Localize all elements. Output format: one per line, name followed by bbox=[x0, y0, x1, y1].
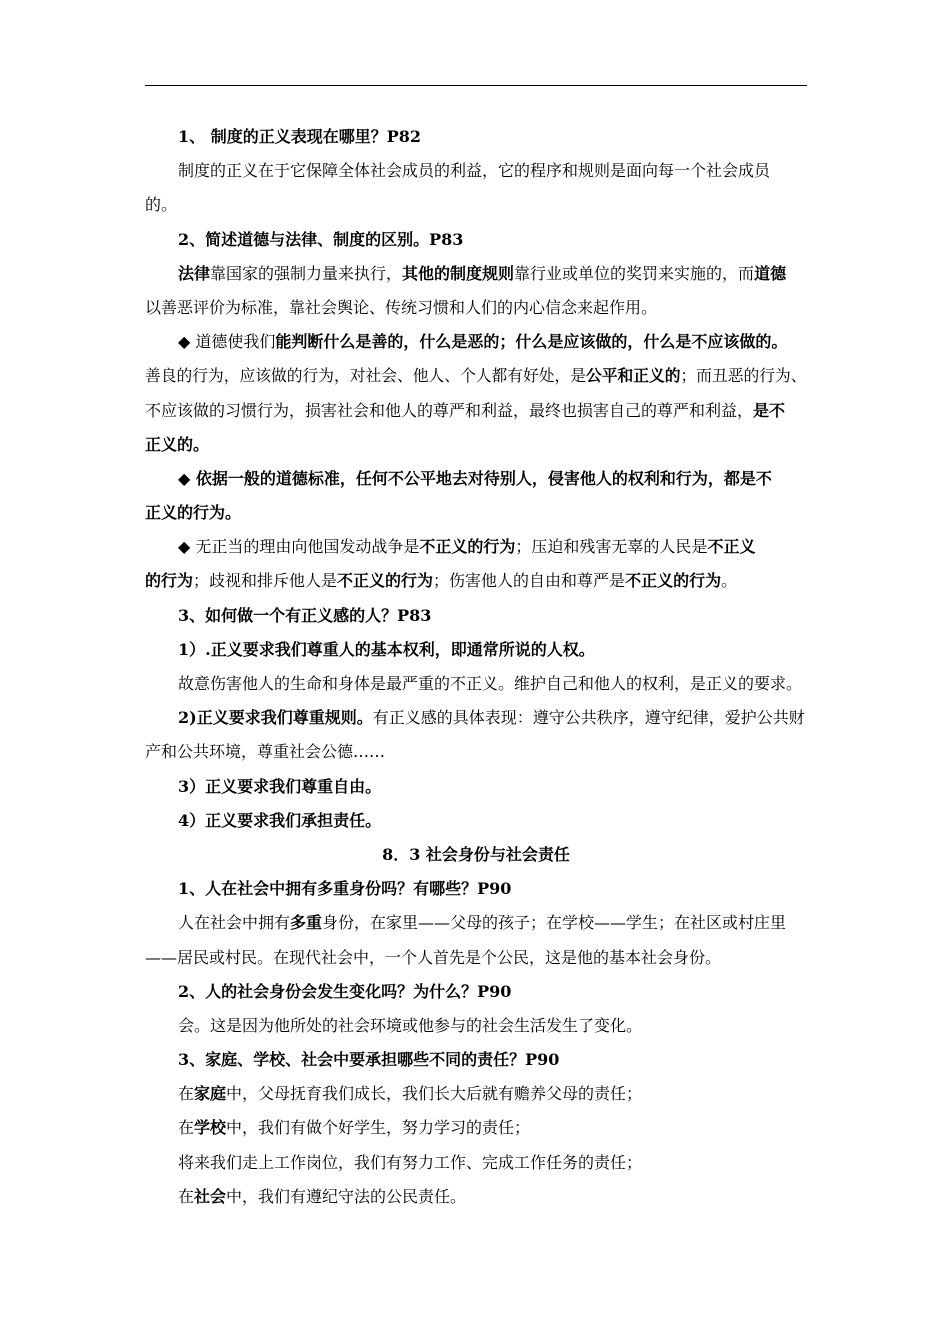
text-run: 在 bbox=[178, 1186, 195, 1206]
text-run: 制度的正义在于它保障全体社会成员的利益，它的程序和规则是面向每一个社会成员 bbox=[178, 161, 771, 181]
text-run: 故意伤害他人的生命和身体是最严重的不正义。维护自己和他人的权利，是正义的要求。 bbox=[178, 674, 803, 693]
bold-text: 社会 bbox=[194, 1186, 227, 1206]
text-line bbox=[145, 872, 807, 906]
text-line bbox=[145, 462, 807, 496]
text-run: ◆ 无正当的理由向他国发动战争是 bbox=[178, 537, 420, 557]
text-line bbox=[145, 564, 807, 598]
text-line bbox=[145, 530, 807, 564]
bold-text: 3、如何做一个有正义感的人？P83 bbox=[178, 605, 432, 625]
text-line bbox=[145, 599, 807, 633]
text-line bbox=[145, 701, 807, 735]
bold-text: ◆ 依据一般的道德标准，任何不公平地去对待别人，侵害他人的权利和行为，都是不 bbox=[178, 468, 772, 488]
bold-text: 多重 bbox=[290, 913, 323, 933]
bold-text: 不正义 bbox=[707, 537, 756, 557]
text-line bbox=[145, 975, 807, 1009]
text-run: 。 bbox=[721, 571, 738, 591]
text-line bbox=[145, 291, 807, 325]
text-run: 有正义感的具体表现：遵守公共秩序，遵守纪律，爱护公共财 bbox=[372, 708, 805, 728]
text-line bbox=[145, 735, 807, 769]
bold-text: 1）.正义要求我们尊重人的基本权利，即通常所说的人权。 bbox=[178, 639, 595, 659]
bold-text: 1、 制度的正义表现在哪里？P82 bbox=[178, 127, 422, 146]
text-run: 中，我们有遵纪守法的公民责任。 bbox=[226, 1186, 467, 1206]
text-run: ；伤害他人的自由和尊严是 bbox=[433, 571, 626, 591]
bold-text: 1、人在社会中拥有多重身份吗？有哪些？P90 bbox=[178, 879, 512, 899]
text-line bbox=[145, 359, 807, 393]
text-run: ；而丑恶的行为、 bbox=[680, 366, 807, 386]
text-run: ；歧视和排斥他人是 bbox=[193, 571, 338, 591]
bold-text: 法律 bbox=[178, 263, 211, 283]
bold-text: 公平和正义的 bbox=[586, 366, 681, 386]
text-line bbox=[145, 906, 807, 940]
text-run: 在 bbox=[178, 1118, 195, 1138]
text-run: 以善恶评价为标准，靠社会舆论、传统习惯和人们的内心信念来起作用。 bbox=[145, 297, 658, 317]
text-line bbox=[145, 120, 807, 154]
text-line bbox=[145, 496, 807, 530]
text-run: 中，父母抚育我们成长，我们长大后就有赡养父母的责任； bbox=[226, 1084, 643, 1104]
text-line bbox=[145, 325, 807, 359]
text-run: 将来我们走上工作岗位，我们有努力工作、完成工作任务的责任； bbox=[178, 1152, 643, 1172]
text-run: 人在社会中拥有 bbox=[178, 913, 291, 933]
text-run: 产和公共环境，尊重社会公德…… bbox=[145, 742, 386, 762]
bold-text: 正义的。 bbox=[145, 434, 210, 454]
text-line bbox=[145, 188, 807, 222]
text-line bbox=[145, 1077, 807, 1111]
text-line bbox=[145, 257, 807, 291]
text-line bbox=[145, 1009, 807, 1043]
bold-text: 正义的行为。 bbox=[145, 503, 242, 523]
text-line bbox=[145, 1146, 807, 1180]
text-run: 在 bbox=[178, 1084, 195, 1104]
bold-text: 不正义的行为 bbox=[337, 571, 434, 591]
bold-text: 学校 bbox=[194, 1118, 227, 1138]
bold-text: 道德 bbox=[754, 263, 787, 283]
text-run: 善良的行为，应该做的行为，对社会、他人、个人都有好处，是 bbox=[145, 366, 586, 386]
text-line bbox=[145, 941, 807, 975]
text-line bbox=[145, 223, 807, 257]
text-line bbox=[145, 428, 807, 462]
document-body bbox=[145, 120, 807, 1214]
text-run: 靠行业或单位的奖罚来实施的，而 bbox=[514, 263, 755, 283]
bold-text: 2、简述道德与法律、制度的区别。P83 bbox=[178, 229, 464, 249]
bold-text: 不正义的行为 bbox=[419, 537, 516, 557]
text-line bbox=[145, 804, 807, 838]
text-line bbox=[145, 633, 807, 667]
text-line bbox=[145, 1180, 807, 1214]
bold-text: 3、家庭、学校、社会中要承担哪些不同的责任？P90 bbox=[178, 1050, 560, 1070]
text-line bbox=[145, 838, 807, 872]
text-line bbox=[145, 667, 807, 701]
bold-text: 不正义的行为 bbox=[625, 571, 722, 591]
bold-text: 3）正义要求我们尊重自由。 bbox=[178, 776, 382, 796]
text-run: 中，我们有做个好学生，努力学习的责任； bbox=[226, 1118, 531, 1138]
text-line bbox=[145, 394, 807, 428]
bold-text: 的行为 bbox=[145, 571, 194, 591]
text-run: 的。 bbox=[145, 195, 178, 215]
text-run: ；压迫和残害无辜的人民是 bbox=[515, 537, 708, 557]
text-run: ◆ 道德使我们 bbox=[178, 332, 276, 352]
bold-text: 8．3 社会身份与社会责任 bbox=[382, 844, 570, 864]
bold-text: 4）正义要求我们承担责任。 bbox=[178, 810, 382, 830]
text-run: 不应该做的习惯行为，损害社会和他人的尊严和利益，最终也损害自己的尊严和利益， bbox=[145, 400, 754, 420]
bold-text: 2)正义要求我们尊重规则。 bbox=[178, 708, 373, 728]
header-rule bbox=[145, 85, 807, 86]
bold-text: 其他的制度规则 bbox=[402, 263, 515, 283]
bold-text: 能判断什么是善的，什么是恶的；什么是应该做的，什么是不应该做的。 bbox=[275, 332, 788, 352]
text-line bbox=[145, 770, 807, 804]
text-run: 身份，在家里——父母的孩子；在学校——学生；在社区或村庄里 bbox=[322, 913, 787, 933]
text-run: ——居民或村民。在现代社会中，一个人首先是个公民，这是他的基本社会身份。 bbox=[145, 947, 722, 967]
bold-text: 是不 bbox=[753, 400, 786, 420]
bold-text: 家庭 bbox=[194, 1084, 227, 1104]
text-run: 靠国家的强制力量来执行， bbox=[210, 263, 403, 283]
text-line bbox=[145, 1111, 807, 1145]
text-line bbox=[145, 154, 807, 188]
text-run: 会。这是因为他所处的社会环境或他参与的社会生活发生了变化。 bbox=[178, 1015, 643, 1035]
text-line bbox=[145, 1043, 807, 1077]
bold-text: 2、人的社会身份会发生变化吗？为什么？P90 bbox=[178, 981, 512, 1001]
